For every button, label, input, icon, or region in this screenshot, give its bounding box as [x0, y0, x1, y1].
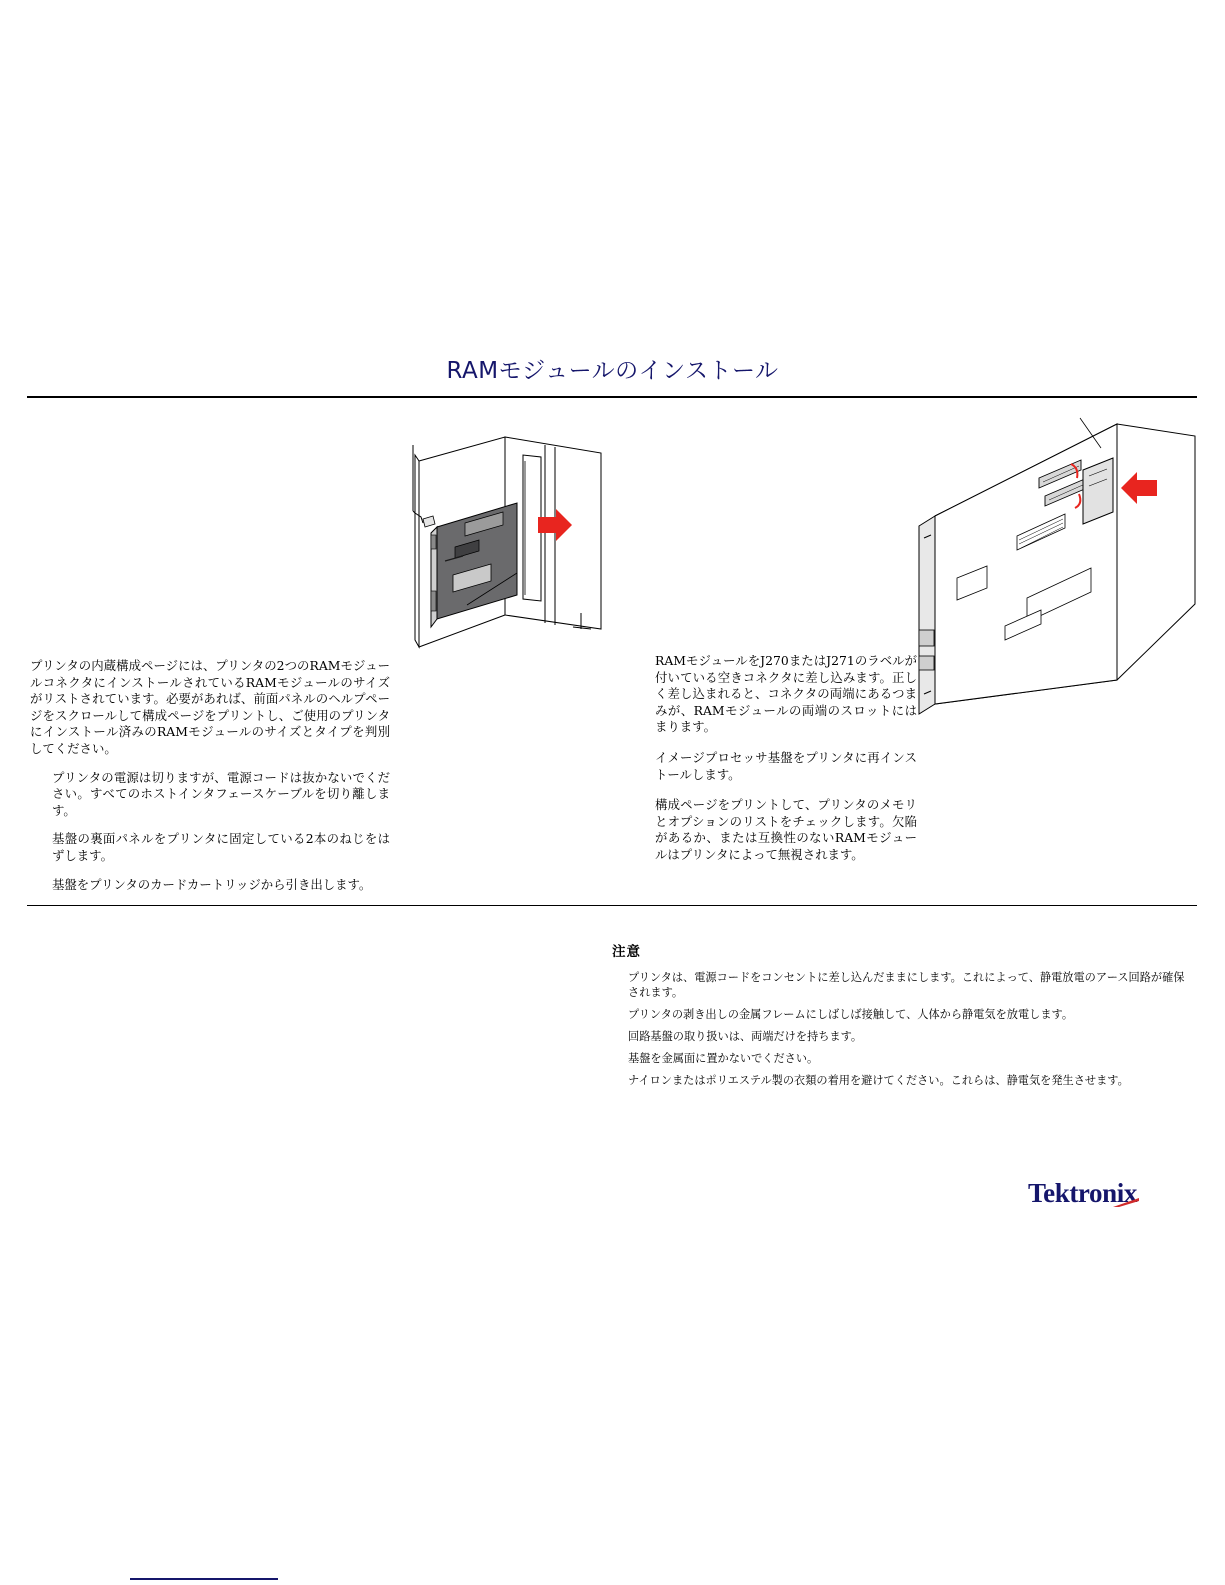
section-divider — [27, 905, 1197, 906]
paragraph: プリンタの内蔵構成ページには、プリンタの2つのRAMモジュールコネクタにインストールされているRAMモジュールのサイズがリストされています。必要があれば、前面パネルのヘルプページをスクロールして構成ページをプリントし、ご使用のプリンタにインストール済みのRAMモジュールのサイズとタイプを判別してください。 — [30, 658, 390, 756]
right-column — [655, 653, 917, 878]
caution-heading: 注意 — [612, 944, 641, 960]
caution-item: プリンタは、電源コードをコンセントに差し込んだままにします。これによって、静電放電のアース回路が確保されます。 — [628, 971, 1185, 999]
caution-item: 回路基盤の取り扱いは、両端だけを持ちます。 — [628, 1030, 863, 1043]
caution-item: プリンタの剥き出しの金属フレームにしばしば接触して、人体から静電気を放電します。 — [628, 1008, 1074, 1021]
caution-item: 基盤を金属面に置かないでください。 — [628, 1052, 819, 1065]
footer-rule — [130, 1578, 278, 1580]
paragraph: プリンタの電源は切りますが、電源コードは抜かないでください。すべてのホストインタフェースケーブルを切り離します。 — [52, 769, 390, 818]
paragraph: RAMモジュールをJ270またはJ271のラベルが付いている空きコネクタに差し込みます。正しく差し込まれると、コネクタの両端にあるつまみが、RAMモジュールの両端のスロットにはまります。 — [655, 653, 917, 735]
tektronix-logo — [1028, 1178, 1137, 1209]
page-title: RAMモジュールのインストール — [446, 358, 779, 384]
header-divider — [27, 396, 1197, 398]
caution-block — [612, 940, 1187, 1095]
figure-ram-module-insert — [905, 408, 1205, 720]
paragraph: 構成ページをプリントして、プリンタのメモリとオプションのリストをチェックします。欠陥があるか、または互換性のないRAMモジュールはプリンタによって無視されます。 — [655, 797, 917, 862]
logo-swoosh-icon — [1113, 1198, 1139, 1208]
brand-name: Tektronix — [1028, 1178, 1137, 1208]
paragraph: イメージプロセッサ基盤をプリンタに再インストールします。 — [655, 749, 917, 782]
paragraph: 基盤をプリンタのカードカートリッジから引き出します。 — [52, 876, 372, 892]
figure-board-removal — [405, 415, 645, 665]
left-column — [30, 658, 390, 905]
caution-item: ナイロンまたはポリエステル製の衣類の着用を避けてください。これらは、静電気を発生させます。 — [628, 1074, 1129, 1087]
paragraph: 基盤の裏面パネルをプリンタに固定している2本のねじをはずします。 — [52, 831, 390, 863]
